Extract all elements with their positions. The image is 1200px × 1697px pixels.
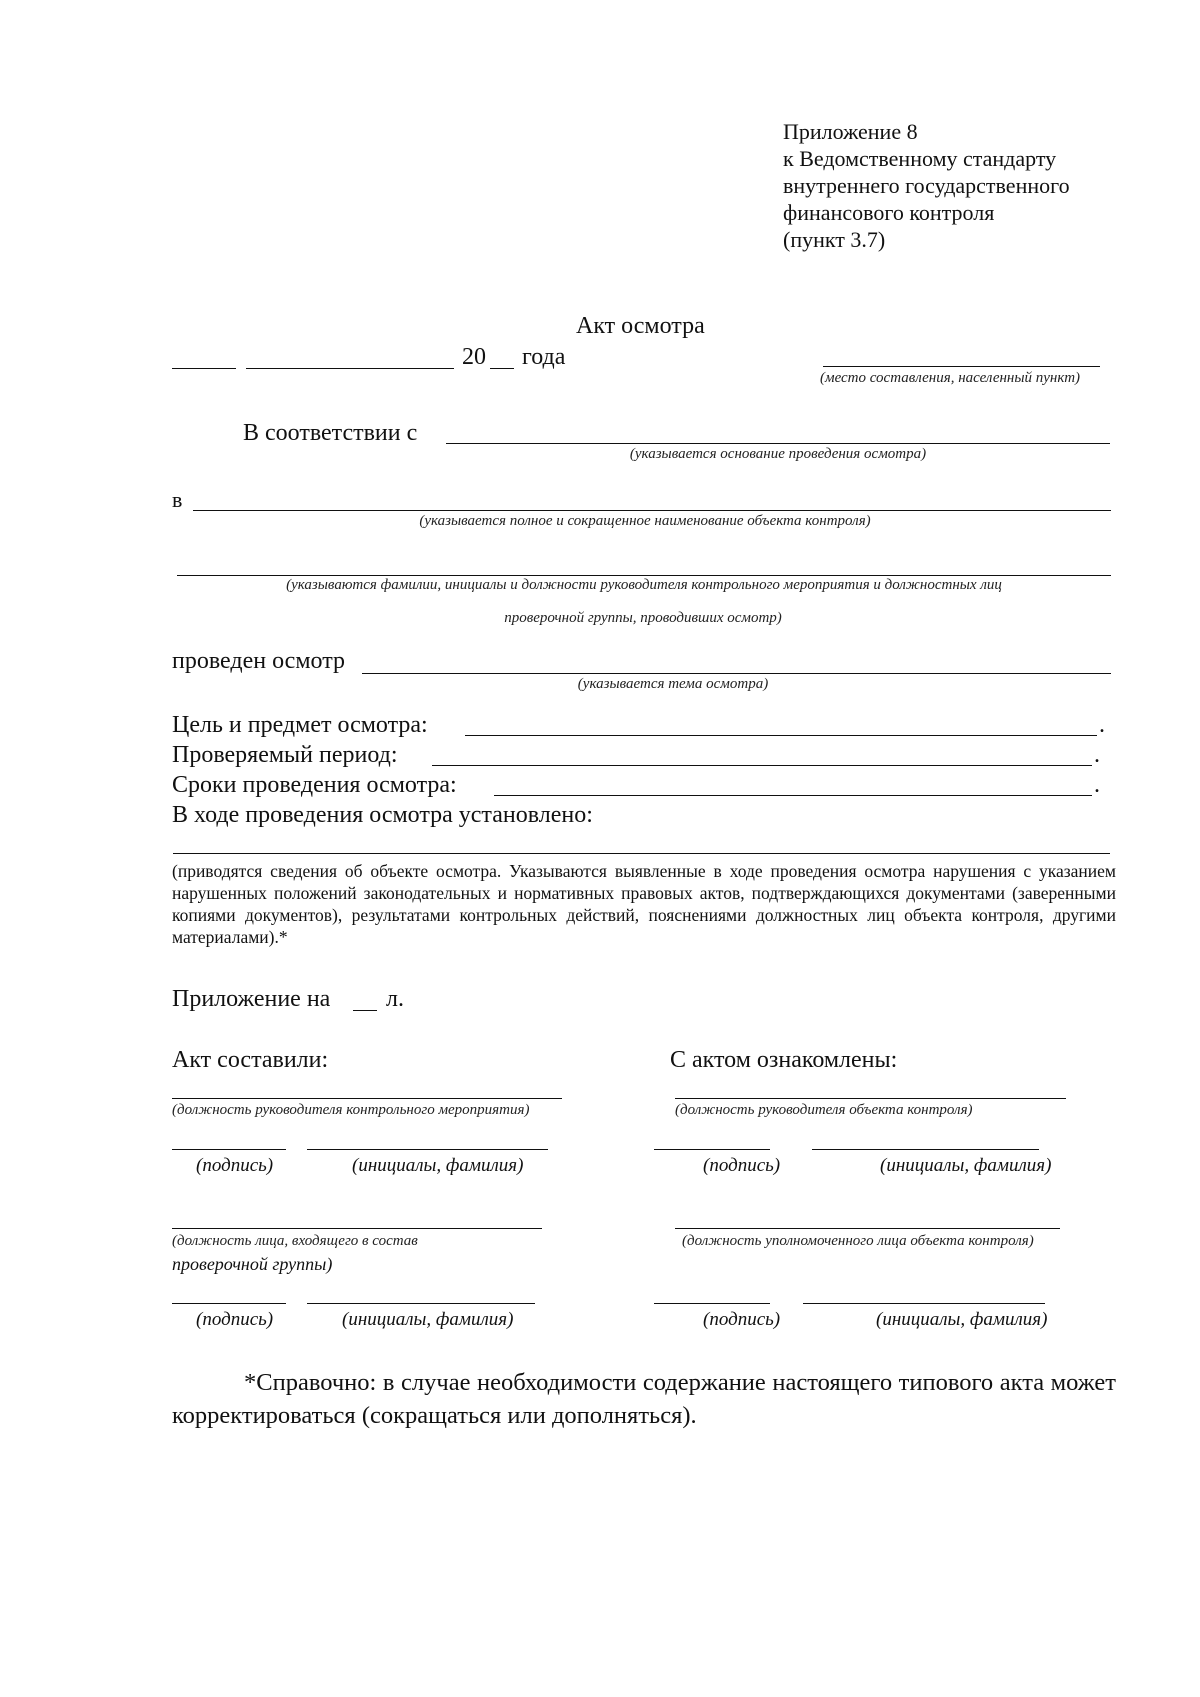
date-year-suffix: года [522,344,566,370]
left-signature-line-1[interactable] [172,1149,286,1150]
right-signatures-heading: С актом ознакомлены: [670,1047,898,1073]
right-initials-caption-2: (инициалы, фамилия) [876,1309,1048,1330]
conducted-label: проведен осмотр [172,648,345,674]
left-initials-caption-1: (инициалы, фамилия) [352,1155,524,1176]
right-position-line-1[interactable] [675,1098,1066,1099]
basis-line[interactable] [446,443,1110,444]
basis-caption: (указывается основание проведения осмотра) [629,446,927,462]
annex-line: внутреннего государственного [783,173,1070,198]
in-label: в [172,487,183,512]
established-label: В ходе проведения осмотра установлено: [172,802,593,828]
date-month-line[interactable] [246,368,454,369]
right-position-line-2[interactable] [675,1228,1060,1229]
right-initials-line-1[interactable] [812,1149,1039,1150]
date-year-line[interactable] [490,368,514,369]
right-position-caption-1: (должность руководителя объекта контроля) [675,1102,973,1118]
left-position-line-2[interactable] [172,1228,542,1229]
period-label: Проверяемый период: [172,742,398,768]
right-signature-line-2[interactable] [654,1303,770,1304]
object-line[interactable] [193,510,1111,511]
annex-line: финансового контроля [783,200,995,225]
left-position-caption-2: (должность лица, входящего в состав [172,1233,418,1249]
terms-end: . [1094,772,1100,798]
place-line[interactable] [823,366,1100,367]
date-year-prefix: 20 [462,344,486,370]
goal-line[interactable] [465,735,1097,736]
attachment-prefix: Приложение на [172,986,331,1012]
terms-label: Сроки проведения осмотра: [172,772,457,798]
place-caption: (место составления, населенный пункт) [820,370,1081,386]
persons-caption-2: проверочной группы, проводивших осмотр) [504,610,782,626]
left-initials-line-2[interactable] [307,1303,535,1304]
annex-line: Приложение 8 [783,119,918,144]
goal-label: Цель и предмет осмотра: [172,712,428,738]
left-signatures-heading: Акт составили: [172,1047,329,1073]
established-line[interactable] [173,853,1110,854]
document-title: Акт осмотра [576,313,705,339]
left-signature-caption-1: (подпись) [196,1155,274,1176]
left-signature-line-2[interactable] [172,1303,286,1304]
attachment-suffix: л. [386,986,404,1012]
accordance-label: В соответствии с [243,420,418,446]
right-signature-caption-2: (подпись) [703,1309,781,1330]
left-position-caption-2-cont: проверочной группы) [172,1254,333,1274]
left-signature-caption-2: (подпись) [196,1309,274,1330]
date-day-line[interactable] [172,368,236,369]
persons-caption-1: (указываются фамилии, инициалы и должности руководителя контрольного мероприятия и должностных лиц [286,577,1002,593]
left-initials-caption-2: (инициалы, фамилия) [342,1309,514,1330]
persons-line[interactable] [177,575,1111,576]
established-note: (приводятся сведения об объекте осмотра. Указываются выявленные в ходе проведения осмотра нарушения с указанием нарушенных положений законодательных и нормативных правовых актов, подтверждающихся документами (заверенными копиями документов), результатами контрольных действий, пояснениями должностных лиц объекта контроля, другими материалами).* [172,861,1116,947]
right-signature-caption-1: (подпись) [703,1155,781,1176]
left-initials-line-1[interactable] [307,1149,548,1150]
topic-line[interactable] [362,673,1111,674]
footnote: *Справочно: в случае необходимости содержание настоящего типового акта может корректироваться (сокращаться или дополняться). [172,1369,1116,1429]
object-caption: (указывается полное и сокращенное наименование объекта контроля) [419,513,871,529]
right-position-caption-2: (должность уполномоченного лица объекта контроля) [682,1233,1034,1249]
right-signature-line-1[interactable] [654,1149,770,1150]
left-position-caption-1: (должность руководителя контрольного мероприятия) [172,1102,530,1118]
annex-line: к Ведомственному стандарту [783,146,1057,171]
left-position-line-1[interactable] [172,1098,562,1099]
period-end: . [1094,742,1100,768]
right-initials-line-2[interactable] [803,1303,1045,1304]
period-line[interactable] [432,765,1092,766]
topic-caption: (указывается тема осмотра) [577,676,769,692]
annex-line: (пункт 3.7) [783,227,886,252]
right-initials-caption-1: (инициалы, фамилия) [880,1155,1052,1176]
terms-line[interactable] [494,795,1092,796]
goal-end: . [1099,712,1105,738]
attachment-pages-line[interactable] [353,1010,377,1011]
annex-block [783,118,1070,253]
